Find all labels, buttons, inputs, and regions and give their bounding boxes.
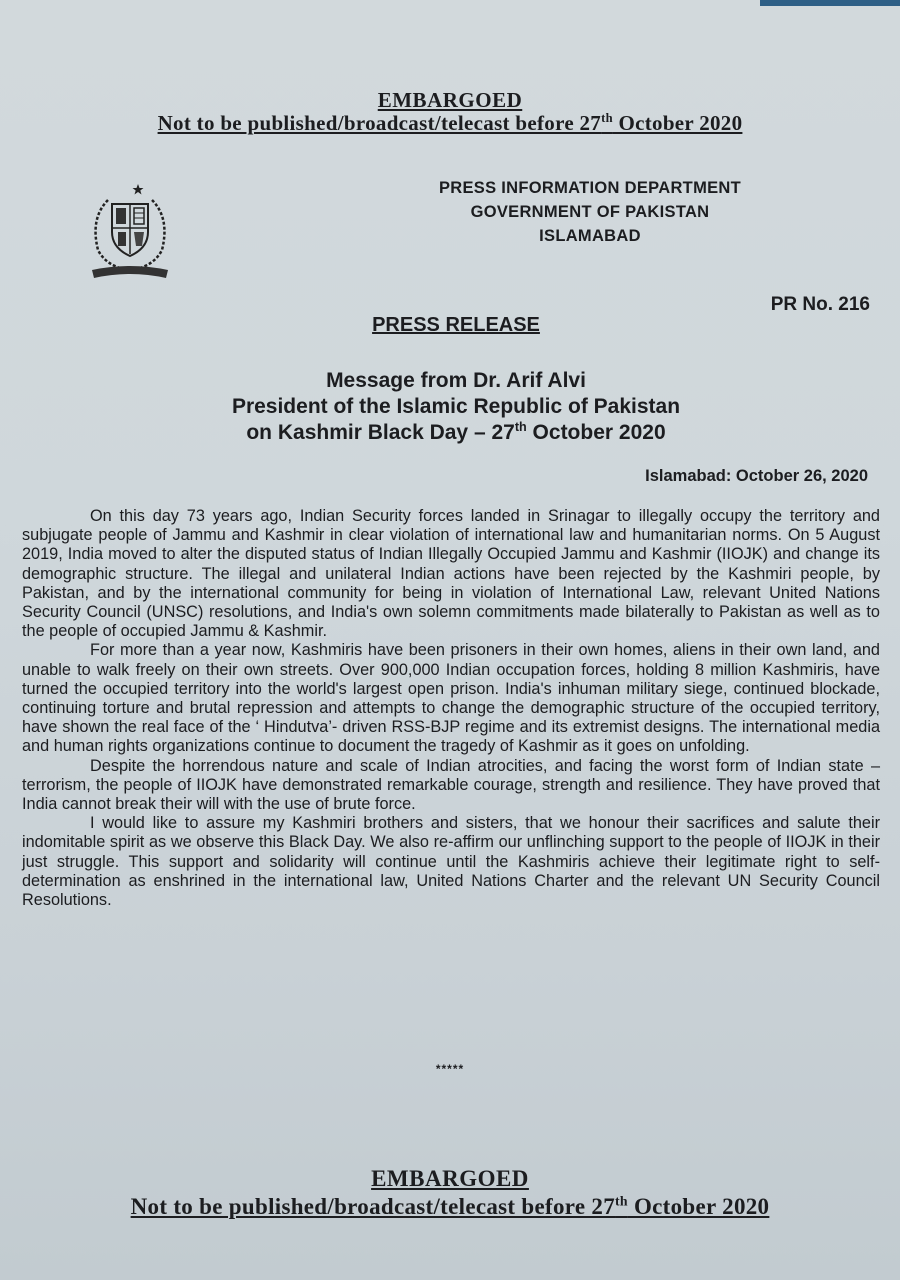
message-title: [0, 368, 900, 446]
embargo-heading-top: EMBARGOED: [377, 88, 523, 112]
press-release-title: PRESS RELEASE: [372, 314, 540, 336]
department-city: ISLAMABAD: [539, 227, 641, 245]
body-paragraph: I would like to assure my Kashmiri brothers and sisters, that we honour their sacrifices and salute their indomitable spirit as we observe this Black Day. We also re-affirm our unflinching support to the people of IIOJK in their just struggle. This support and solidarity will continue until the Kashmiris achieve their legitimate right to self-determination as enshrined in the international law, United Nations Charter and the relevant UN Security Council Resolutions.: [22, 814, 880, 910]
state-emblem-of-pakistan-icon: [82, 178, 178, 284]
embargo-notice-top: Not to be published/broadcast/telecast before 27th October 2020: [157, 111, 743, 135]
message-title-line-3: on Kashmir Black Day – 27th October 2020: [246, 420, 666, 444]
body-paragraph: Despite the horrendous nature and scale of Indian atrocities, and facing the worst form of Indian state –terrorism, the people of IIOJK have demonstrated remarkable courage, strength and resilience. They have proved that India cannot break their will with the use of brute force.: [22, 756, 880, 814]
issuing-department: [380, 176, 800, 248]
message-body: [22, 507, 880, 910]
department-name: PRESS INFORMATION DEPARTMENT: [438, 179, 742, 197]
body-paragraph: On this day 73 years ago, Indian Security forces landed in Srinagar to illegally occupy the territory and subjugate people of Jammu and Kashmir in clear violation of international law and humanitarian norms. On 5 August 2019, India moved to alter the disputed status of Indian Illegally Occupied Jammu and Kashmir (IIOJK) and change its demographic structure. The illegal and unilateral Indian actions have been rejected by the Kashmiri people, by Pakistan, and by the international community for being in violation of International Law, relevant United Nations Security Council (UNSC) resolutions, and India's own solemn commitments made bilaterally to Pakistan as well as to the people of occupied Jammu & Kashmir.: [22, 507, 880, 641]
message-title-line-2: President of the Islamic Republic of Pakistan: [231, 395, 681, 418]
embargo-heading-bottom: EMBARGOED: [371, 1166, 529, 1191]
body-paragraph: For more than a year now, Kashmiris have been prisoners in their own homes, aliens in their own land, and unable to walk freely on their own streets. Over 900,000 Indian occupation forces, holding 8 million Kashmiris, have turned the occupied territory into the world's largest open prison. India's inhuman military siege, continued blockade, continuing torture and brutal repression and attempts to change the demographic structure of the occupied territory, have shown the real face of the ‘ Hindutva’- driven RSS-BJP regime and its extremist designs. The international media and human rights organizations continue to document the tragedy of Kashmir as it goes on unfolding.: [22, 641, 880, 756]
embargo-notice-bottom: Not to be published/broadcast/telecast before 27th October 2020: [130, 1193, 770, 1219]
end-marker: *****: [435, 1062, 465, 1076]
government-name: GOVERNMENT OF PAKISTAN: [470, 203, 710, 221]
press-release-number: PR No. 216: [770, 294, 870, 315]
folder-tab-edge: [760, 0, 900, 6]
message-title-line-1: Message from Dr. Arif Alvi: [326, 369, 586, 392]
dateline: Islamabad: October 26, 2020: [645, 467, 868, 485]
